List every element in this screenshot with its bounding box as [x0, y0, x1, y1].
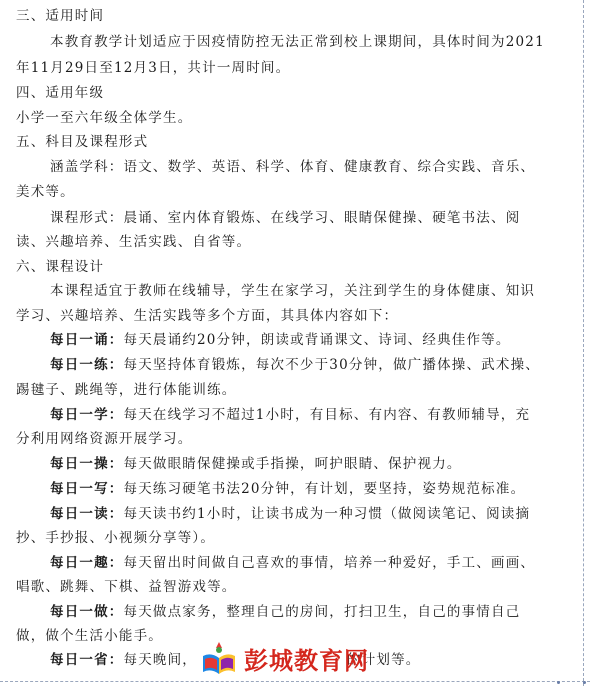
course-item-study [50, 403, 582, 427]
course-text: 每天读书约1小时，让读书成为一种习惯（做阅读笔记、阅读摘 [123, 506, 531, 522]
paragraph-line: 课程形式：晨诵、室内体育锻炼、在线学习、眼睛保健操、硬笔书法、阅 [50, 210, 521, 226]
paragraph-line: 涵盖学科：语文、数学、英语、科学、体育、健康教育、综合实践、音乐、 [50, 159, 536, 175]
watermark-text: 彭城教育网 [244, 646, 369, 675]
course-text: 每天留出时间做自己喜欢的事情，培养一种爱好，手工、画画、 [123, 555, 536, 571]
page-border-right [582, 0, 584, 686]
course-lead: 每日一诵： [50, 332, 124, 348]
course-lead: 每日一趣： [50, 555, 124, 571]
section-heading: 四、适用年级 [16, 85, 105, 101]
course-lead: 每日一读： [50, 506, 124, 522]
section-heading: 六、课程设计 [16, 259, 105, 275]
course-lead: 每日一写： [50, 481, 124, 497]
paragraph-line: 分利用网络资源开展学习。 [16, 431, 193, 447]
course-text: 每天晚间， [123, 652, 197, 668]
watermark [200, 636, 440, 680]
paragraph-line: 做，做个生活小能手。 [16, 628, 163, 644]
course-lead: 每日一做： [50, 604, 124, 620]
course-lead: 每日一操： [50, 456, 124, 472]
course-item-interest [50, 551, 582, 575]
course-text: 每天晨诵约20分钟，朗读或背诵课文、诗词、经典佳作等。 [123, 332, 511, 348]
paragraph-line: 唱歌、跳舞、下棋、益智游戏等。 [16, 579, 237, 595]
course-text: 每天练习硬笔书法20分钟，有计划，要坚持，姿势规范标准。 [123, 481, 526, 497]
paragraph-line: 读、兴趣培养、生活实践、自省等。 [16, 234, 252, 250]
course-text: 每天做点家务，整理自己的房间，打扫卫生，自己的事情自己 [123, 604, 521, 620]
paragraph-line: 本课程适宜于教师在线辅导，学生在家学习，关注到学生的身体健康、知识 [50, 283, 536, 299]
course-item-eye-exercise [50, 452, 582, 476]
course-item-recite [50, 328, 582, 352]
paragraph-line: 抄、手抄报、小视频分享等）。 [16, 530, 216, 546]
course-item-writing [50, 477, 582, 501]
book-logo-icon [200, 638, 238, 678]
section-heading: 五、科目及课程形式 [16, 134, 149, 150]
paragraph-line: 学习、兴趣培养、生活实践等多个方面，其具体内容如下： [16, 308, 399, 324]
course-text: 每天在线学习不超过1小时，有目标、有内容、有教师辅导，充 [123, 407, 531, 423]
section-heading: 三、适用时间 [16, 8, 105, 24]
paragraph-line: 踢毽子、跳绳等，进行体能训练。 [16, 382, 237, 398]
page-border-bottom [0, 680, 590, 682]
paragraph-line: 小学一至六年级全体学生。 [16, 110, 193, 126]
paragraph-line: 美术等。 [16, 184, 75, 200]
course-lead: 每日一学： [50, 407, 124, 423]
course-text: 每天坚持体育锻炼，每次不少于30分钟，做广播体操、武术操、 [123, 357, 540, 373]
paragraph-line: 年11月29日至12月3日，共计一周时间。 [16, 60, 291, 76]
course-item-exercise [50, 353, 582, 377]
course-text-tail: 的计划等。 [347, 652, 421, 668]
course-lead: 每日一练： [50, 357, 124, 373]
course-item-housework [50, 600, 582, 624]
course-lead: 每日一省： [50, 652, 124, 668]
corner-marker-icon [583, 681, 586, 684]
course-text: 每天做眼睛保健操或手指操，呵护眼睛、保护视力。 [123, 456, 462, 472]
paragraph-line: 本教育教学计划适应于因疫情防控无法正常到校上课期间，具体时间为2021 [50, 34, 545, 50]
corner-marker-icon [557, 681, 560, 684]
course-item-reading [50, 502, 582, 526]
